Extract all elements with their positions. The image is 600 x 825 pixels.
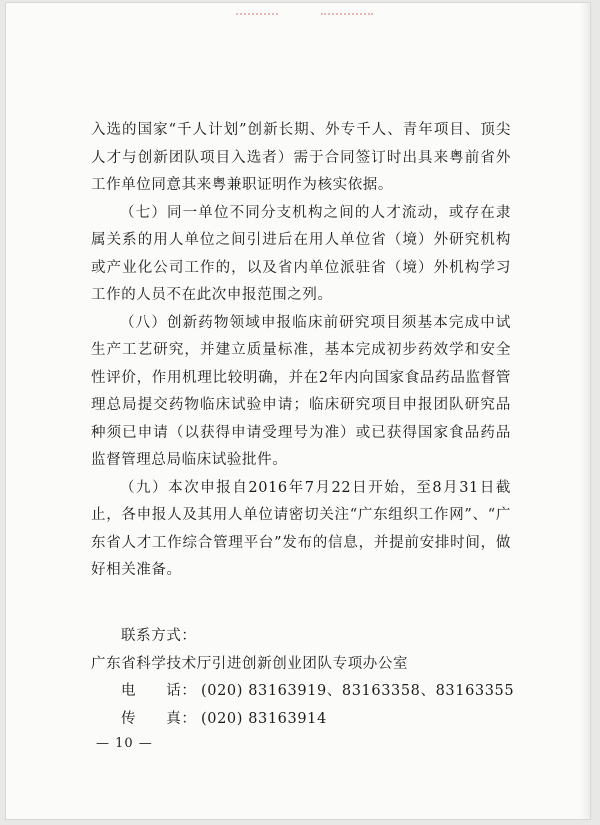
paragraph-item-9: （九）本次申报自2016年7月22日开始，至8月31日截止，各申报人及其用人单位请密切关注“广东组织工作网”、“广东省人才工作综合管理平台”发布的信息，并提前安排时间，做好相关准备。	[91, 479, 511, 578]
stamp-mark-right	[321, 13, 373, 23]
paragraph-item-7: （七）同一单位不同分支机构之间的人才流动，或存在隶属关系的用人单位之间引进后在用人单位省（境）外研究机构或产业化公司工作的，以及省内单位派驻省（境）外机构学习工作的人员不在此次申报范围之列。	[91, 204, 511, 303]
fax-value: (020) 83163914	[201, 710, 327, 727]
phone-value: (020) 83163919、83163358、83163355	[201, 683, 515, 699]
document-page	[6, 3, 590, 819]
phone-label: 电 话：	[121, 683, 197, 699]
fax-label: 传 真：	[121, 710, 197, 727]
contact-block	[91, 623, 515, 733]
page-number: — 10 —	[96, 736, 153, 751]
paragraph-item-8: （八）创新药物领域申报临床前研究项目须基本完成中试生产工艺研究，并建立质量标准，基本完成初步药效学和安全性评价，作用机理比较明确，并在2年内向国家食品药品监督管理总局提交药物临床试验申请；临床研究项目申报团队研究品种须已申请（以获得申请受理号为准）或已获得国家食品药品监督管理总局临床试验批件。	[91, 314, 511, 468]
page-edge-shadow	[580, 3, 590, 819]
body-text	[91, 117, 511, 585]
paragraph-continuation: 入选的国家“千人计划”创新长期、外专千人、青年项目、顶尖人才与创新团队项目入选者）需于合同签订时出具来粤前省外工作单位同意其来粤兼职证明作为核实依据。	[91, 122, 511, 193]
contact-phone-line	[121, 678, 514, 706]
contact-fax-line	[121, 706, 514, 734]
faint-stamp-marks	[236, 13, 376, 25]
contact-heading: 联系方式：	[121, 628, 197, 644]
stamp-mark-left	[236, 13, 278, 23]
contact-organization: 广东省科学技术厅引进创新创业团队专项办公室	[91, 655, 409, 672]
